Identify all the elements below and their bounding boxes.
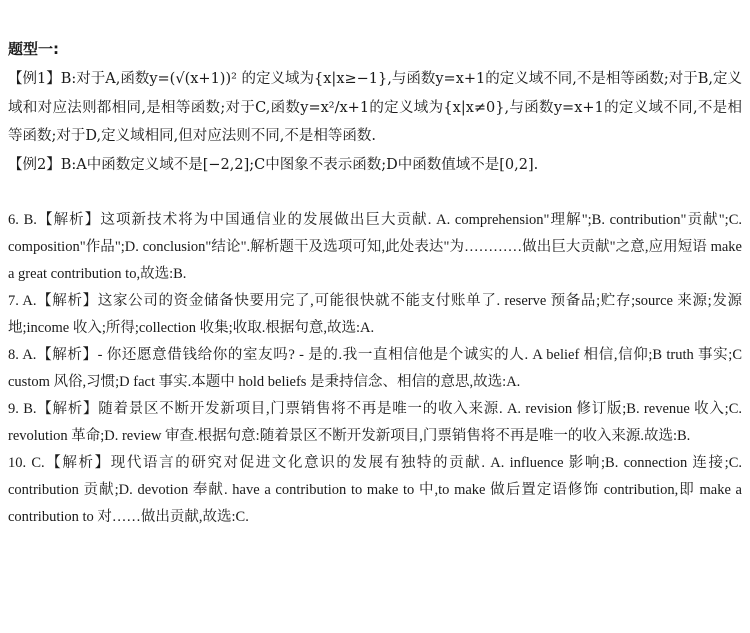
- document-page: [8, 38, 742, 531]
- example-2: 【例2】B:A中函数定义域不是[−2,2];C中图象不表示函数;D中函数值域不是[0,2].: [8, 156, 539, 173]
- example-1: 【例1】B:对于A,函数y=(√(x+1))² 的定义域为{x|x≥−1},与函数y=x+1的定义域不同,不是相等函数;对于B,定义域和对应法则都相同,是相等函数;对于C,函数y=x²/x+1的定义域为{x|x≠0},与函数y=x+1的定义域不同,不是相等函数;对于D,定义域相同,但对应法则不同,不是相等函数.: [8, 71, 743, 144]
- answer-item-9: 9. B.【解析】随着景区不断开发新项目,门票销售将不再是唯一的收入来源. A. revision 修订版;B. revenue 收入;C. revolution 革命;D. review 审查.根据句意:随着景区不断开发新项目,门票销售将不再是唯一的收入来源.故选:B.: [8, 401, 742, 444]
- section-heading: 题型一:: [8, 40, 59, 58]
- answer-item-7: 7. A.【解析】这家公司的资金储备快要用完了,可能很快就不能支付账单了. reserve 预备品;贮存;source 来源;发源地;income 收入;所得;collection 收集;收取.根据句意,故选:A.: [8, 293, 742, 336]
- answer-list: [8, 207, 742, 531]
- answer-item-10: 10. C.【解析】现代语言的研究对促进文化意识的发展有独特的贡献. A. influence 影响;B. connection 连接;C. contribution 贡献;D. devotion 奉献. have a contribution to make to 中,to make 做后置定语修饰 contribution,即 make a contribution to 对……做出贡献,故选:C.: [8, 455, 742, 525]
- answer-item-8: 8. A.【解析】- 你还愿意借钱给你的室友吗? - 是的.我一直相信他是个诚实的人. A belief 相信,信仰;B truth 事实;C custom 风俗,习惯;D fact 事实.本题中 hold beliefs 是秉持信念、相信的意思,故选:A.: [8, 347, 742, 390]
- answer-item-6: 6. B.【解析】这项新技术将为中国通信业的发展做出巨大贡献. A. comprehension"理解";B. contribution"贡献";C. composition"作品";D. conclusion"结论".解析题干及选项可知,此处表达"为…………做出巨大贡献"之意,应用短语 make a great contribution to,故选:B.: [8, 212, 742, 282]
